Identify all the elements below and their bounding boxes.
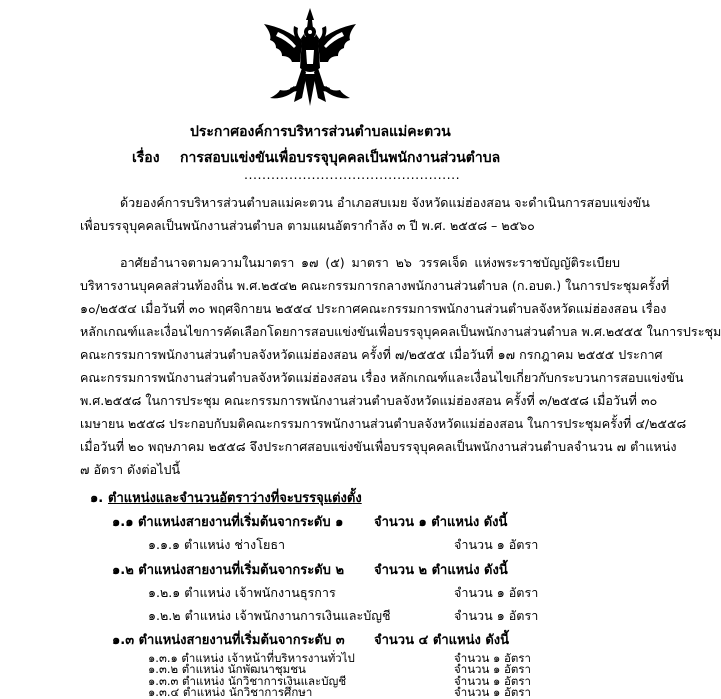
- position-count: จำนวน ๑ อัตรา: [454, 662, 531, 677]
- section-number: ๑.: [90, 491, 104, 506]
- announcement-title: ประกาศองค์การบริหารส่วนตำบลแม่คะตวน: [190, 124, 451, 140]
- group-heading: ๑.๑ ตำแหน่งสายงานที่เริ่มต้นจากระดับ ๑: [112, 515, 344, 530]
- position-name: ๑.๓.๑ ตำแหน่ง เจ้าหน้าที่บริหารงานทั่วไป: [148, 651, 355, 665]
- position-count: จำนวน ๑ อัตรา: [454, 585, 539, 600]
- position-count: จำนวน ๑ อัตรา: [454, 651, 531, 665]
- position-count: จำนวน ๑ อัตรา: [454, 608, 539, 623]
- position-name: ๑.๑.๑ ตำแหน่ง ช่างโยธา: [148, 537, 286, 552]
- position-name: ๑.๒.๑ ตำแหน่ง เจ้าพนักงานธุรการ: [148, 585, 336, 600]
- group-count: จำนวน ๒ ตำแหน่ง ดังนี้: [374, 563, 508, 578]
- body-line: เมษายน ๒๕๕๘ ประกอบกับมติคณะกรรมการพนักงานส่วนตำบลจังหวัดแม่ฮ่องสอน ในการประชุมครั้งที่ ๔/๒๕๕๘: [80, 416, 687, 431]
- group-heading: ๑.๓ ตำแหน่งสายงานที่เริ่มต้นจากระดับ ๓: [112, 633, 345, 648]
- position-name: ๑.๓.๔ ตำแหน่ง นักวิชาการศึกษา: [148, 685, 313, 699]
- position-name: ๑.๓.๓ ตำแหน่ง นักวิชาการเงินและบัญชี: [148, 673, 347, 688]
- garuda-emblem-icon: [256, 6, 364, 110]
- position-count: จำนวน ๑ อัตรา: [454, 685, 531, 699]
- body-line: ๗ อัตรา ดังต่อไปนี้: [80, 462, 181, 477]
- body-line: หลักเกณฑ์และเงื่อนไขการคัดเลือกโดยการสอบแข่งขันเพื่อบรรจุบุคคลเป็นพนักงานส่วนตำบล พ.ศ.๒๕๕๕ ในการประชุม: [80, 324, 721, 339]
- intro-line: เพื่อบรรจุบุคคลเป็นพนักงานส่วนตำบล ตามแผนอัตรากำลัง ๓ ปี พ.ศ. ๒๕๕๘ – ๒๕๖๐: [80, 218, 535, 233]
- body-line: พ.ศ.๒๕๕๘ ในการประชุม คณะกรรมการพนักงานส่วนตำบลจังหวัดแม่ฮ่องสอน ครั้งที่ ๓/๒๕๕๘ เมื่อวันที่ ๓๐: [80, 393, 658, 408]
- body-line: ๑๐/๒๕๕๔ เมื่อวันที่ ๓๐ พฤศจิกายน ๒๕๕๔ ประกาศคณะกรรมการพนักงานส่วนตำบลจังหวัดแม่ฮ่องสอน เรื่อง: [80, 301, 667, 316]
- position-name: ๑.๒.๒ ตำแหน่ง เจ้าพนักงานการเงินและบัญชี: [148, 608, 391, 623]
- intro-line: ด้วยองค์การบริหารส่วนตำบลแม่คะตวน อำเภอสบเมย จังหวัดแม่ฮ่องสอน จะดำเนินการสอบแข่งขัน: [120, 195, 650, 210]
- separator-line: ................................................: [244, 167, 461, 182]
- subject-text: การสอบแข่งขันเพื่อบรรจุบุคคลเป็นพนักงานส่วนตำบล: [180, 150, 501, 166]
- group-count: จำนวน ๔ ตำแหน่ง ดังนี้: [374, 633, 510, 648]
- position-count: จำนวน ๑ อัตรา: [454, 673, 531, 688]
- body-line: คณะกรรมการพนักงานส่วนตำบลจังหวัดแม่ฮ่องสอน ครั้งที่ ๗/๒๕๕๕ เมื่อวันที่ ๑๗ กรกฎาคม ๒๕๕๕ ประกาศ: [80, 347, 663, 362]
- position-name: ๑.๓.๒ ตำแหน่ง นักพัฒนาชุมชน: [148, 662, 306, 677]
- body-line: เมื่อวันที่ ๒๐ พฤษภาคม ๒๕๕๘ จึงประกาศสอบแข่งขันเพื่อบรรจุบุคคลเป็นพนักงานส่วนตำบลจำนวน ๗ ตำแหน่ง: [80, 439, 677, 454]
- body-line: คณะกรรมการพนักงานส่วนตำบลจังหวัดแม่ฮ่องสอน เรื่อง หลักเกณฑ์และเงื่อนไขเกี่ยวกับกระบวนการสอบแข่งขัน: [80, 370, 684, 385]
- section-title: ตำแหน่งและจำนวนอัตราว่างที่จะบรรจุแต่งตั้ง: [108, 491, 362, 506]
- position-count: จำนวน ๑ อัตรา: [454, 537, 539, 552]
- body-line: อาศัยอำนาจตามความในมาตรา ๑๗ (๕) มาตรา ๒๖ วรรคเจ็ด แห่งพระราชบัญญัติระเบียบ: [120, 255, 620, 270]
- subject-label: เรื่อง: [132, 150, 160, 166]
- group-count: จำนวน ๑ ตำแหน่ง ดังนี้: [374, 515, 508, 530]
- group-heading: ๑.๒ ตำแหน่งสายงานที่เริ่มต้นจากระดับ ๒: [112, 563, 345, 578]
- body-line: บริหารงานบุคคลส่วนท้องถิ่น พ.ศ.๒๕๔๒ คณะกรรมการกลางพนักงานส่วนตำบล (ก.อบต.) ในการประชุมครั้งที่: [80, 278, 670, 293]
